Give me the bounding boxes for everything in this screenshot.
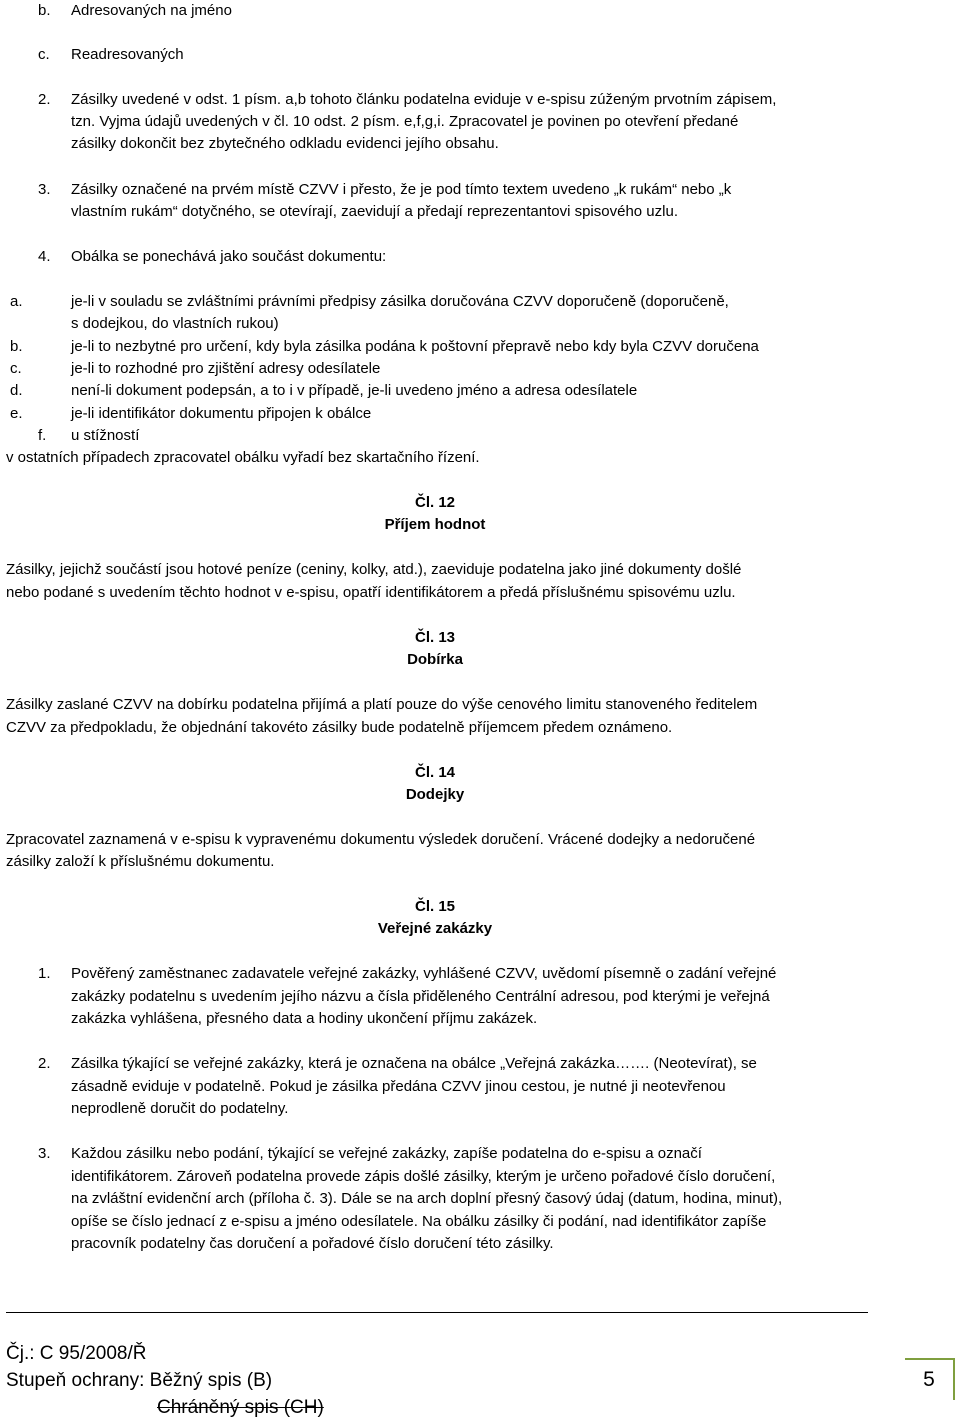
- list-item-text: na zvláštní evidenční arch (příloha č. 3). Dále se na arch doplní přesný časový údaj (datum, hodina, minut),: [71, 1190, 783, 1207]
- paragraph-line: nebo podané s uvedením těchto hodnot v e-spisu, opatří identifikátorem a předá příslušnému spisovému uzlu.: [6, 584, 736, 601]
- list-item-text: Adresovaných na jméno: [71, 2, 232, 19]
- list-item-text: je-li v souladu se zvláštními právními předpisy zásilka doručována CZVV doporučeně (doporučeně,: [71, 293, 729, 310]
- article-title: Dobírka: [407, 651, 463, 668]
- list-item-text: zakázky podatelnu s uvedením jejího názvu a čísla přiděleného Centrální adresou, pod kterými je veřejná: [71, 988, 770, 1005]
- paragraph-line: Obálka se ponechává jako součást dokumentu:: [71, 248, 387, 265]
- list-item-text: pracovník podatelny čas doručení a pořadové číslo doručení této zásilky.: [71, 1235, 554, 1252]
- article-title: Veřejné zakázky: [377, 920, 493, 937]
- paragraph-line: Zásilky zaslané CZVV na dobírku podatelna přijímá a platí pouze do výše cenového limitu stanoveného ředitelem: [6, 696, 758, 713]
- list-marker: b.: [38, 2, 51, 19]
- list-item-text: Každou zásilku nebo podání, týkající se veřejné zakázky, zapíše podatelna do e-spisu a označí: [71, 1145, 702, 1162]
- list-item-text: zásadně eviduje v podatelně. Pokud je zásilka předána CZVV jinou cestou, je nutné ji neotevřenou: [71, 1078, 726, 1095]
- section-marker: 2.: [38, 91, 51, 108]
- paragraph-line: zásilky dokončit bez zbytečného odkladu evidenci jejího obsahu.: [71, 135, 499, 152]
- list-item-text: identifikátorem. Zároveň podatelna provede zápis došlé zásilky, kterým je určeno pořadové číslo doručení,: [71, 1168, 776, 1185]
- list-item-text: Readresovaných: [71, 46, 184, 63]
- section-marker: 4.: [38, 248, 51, 265]
- list-item-text: není-li dokument podepsán, a to i v případě, je-li uvedeno jméno a adresa odesílatele: [71, 382, 638, 399]
- list-item-text: opíše se číslo jednací z e-spisu a jméno odesílatele. Na obálku zásilky či podání, nad identifikátor zapíše: [71, 1213, 767, 1230]
- list-marker: b.: [10, 338, 23, 355]
- list-marker: 3.: [38, 1145, 51, 1162]
- paragraph-line: Zpracovatel zaznamená v e-spisu k vypravenému dokumentu výsledek doručení. Vrácené dodejky a nedoručené: [6, 831, 756, 848]
- list-item-text: Zásilka týkající se veřejné zakázky, která je označena na obálce „Veřejná zakázka……. (Neotevírat), se: [71, 1055, 757, 1072]
- list-item-text: je-li to nezbytné pro určení, kdy byla zásilka podána k poštovní přepravě nebo kdy byla CZVV doručena: [71, 338, 759, 355]
- list-item-text: zakázka vyhlášena, přesného data a hodiny ukončení příjmu zakázek.: [71, 1010, 538, 1027]
- paragraph-line: Zásilky označené na prvém místě CZVV i přesto, že je pod tímto textem uvedeno „k rukám“ nebo „k: [71, 181, 732, 198]
- list-item-text: u stížností: [71, 427, 140, 444]
- footer-divider: [6, 1312, 868, 1313]
- paragraph-line: zásilky založí k příslušnému dokumentu.: [6, 853, 275, 870]
- list-item-text: s dodejkou, do vlastních rukou): [71, 315, 279, 332]
- list-marker: 2.: [38, 1055, 51, 1072]
- paragraph-line: v ostatních případech zpracovatel obálku vyřadí bez skartačního řízení.: [6, 449, 480, 466]
- list-marker: e.: [10, 405, 23, 422]
- article-number: Čl. 13: [414, 629, 456, 646]
- list-marker: c.: [38, 46, 50, 63]
- list-marker: a.: [10, 293, 23, 310]
- list-marker: d.: [10, 382, 23, 399]
- page-number: 5: [905, 1358, 955, 1400]
- list-item-text: Pověřený zaměstnanec zadavatele veřejné zakázky, vyhlášené CZVV, uvědomí písemně o zadání veřejné: [71, 965, 777, 982]
- reference-number: Čj.: C 95/2008/Ř: [6, 1343, 147, 1364]
- article-number: Čl. 12: [414, 494, 456, 511]
- list-marker: f.: [38, 427, 47, 444]
- protection-level: Stupeň ochrany: Běžný spis (B): [6, 1370, 273, 1391]
- article-number: Čl. 14: [414, 764, 456, 781]
- article-title: Příjem hodnot: [384, 516, 486, 533]
- list-item-text: neprodleně doručit do podatelny.: [71, 1100, 289, 1117]
- paragraph-line: Zásilky uvedené v odst. 1 písm. a,b tohoto článku podatelna eviduje v e-spisu zúženým prvotním zápisem,: [71, 91, 777, 108]
- article-number: Čl. 15: [414, 898, 456, 915]
- article-title: Dodejky: [405, 786, 465, 803]
- list-marker: c.: [10, 360, 22, 377]
- list-item-text: je-li identifikátor dokumentu připojen k obálce: [71, 405, 372, 422]
- list-item-text: je-li to rozhodné pro zjištění adresy odesílatele: [71, 360, 381, 377]
- paragraph-line: vlastním rukám“ dotyčného, se otevírají, zaevidují a předají reprezentantovi spisového uzlu.: [71, 203, 678, 220]
- paragraph-line: Zásilky, jejichž součástí jsou hotové peníze (ceniny, kolky, atd.), zaeviduje podatelna jako jiné dokumenty došlé: [6, 561, 742, 578]
- section-marker: 3.: [38, 181, 51, 198]
- list-marker: 1.: [38, 965, 51, 982]
- paragraph-line: CZVV za předpokladu, že objednání takovéto zásilky bude podatelně příjemcem předem oznámeno.: [6, 719, 673, 736]
- protection-level-struck: Chráněný spis (CH): [157, 1397, 324, 1418]
- paragraph-line: tzn. Vyjma údajů uvedených v čl. 10 odst. 2 písm. e,f,g,i. Zpracovatel je povinen po otevření předané: [71, 113, 739, 130]
